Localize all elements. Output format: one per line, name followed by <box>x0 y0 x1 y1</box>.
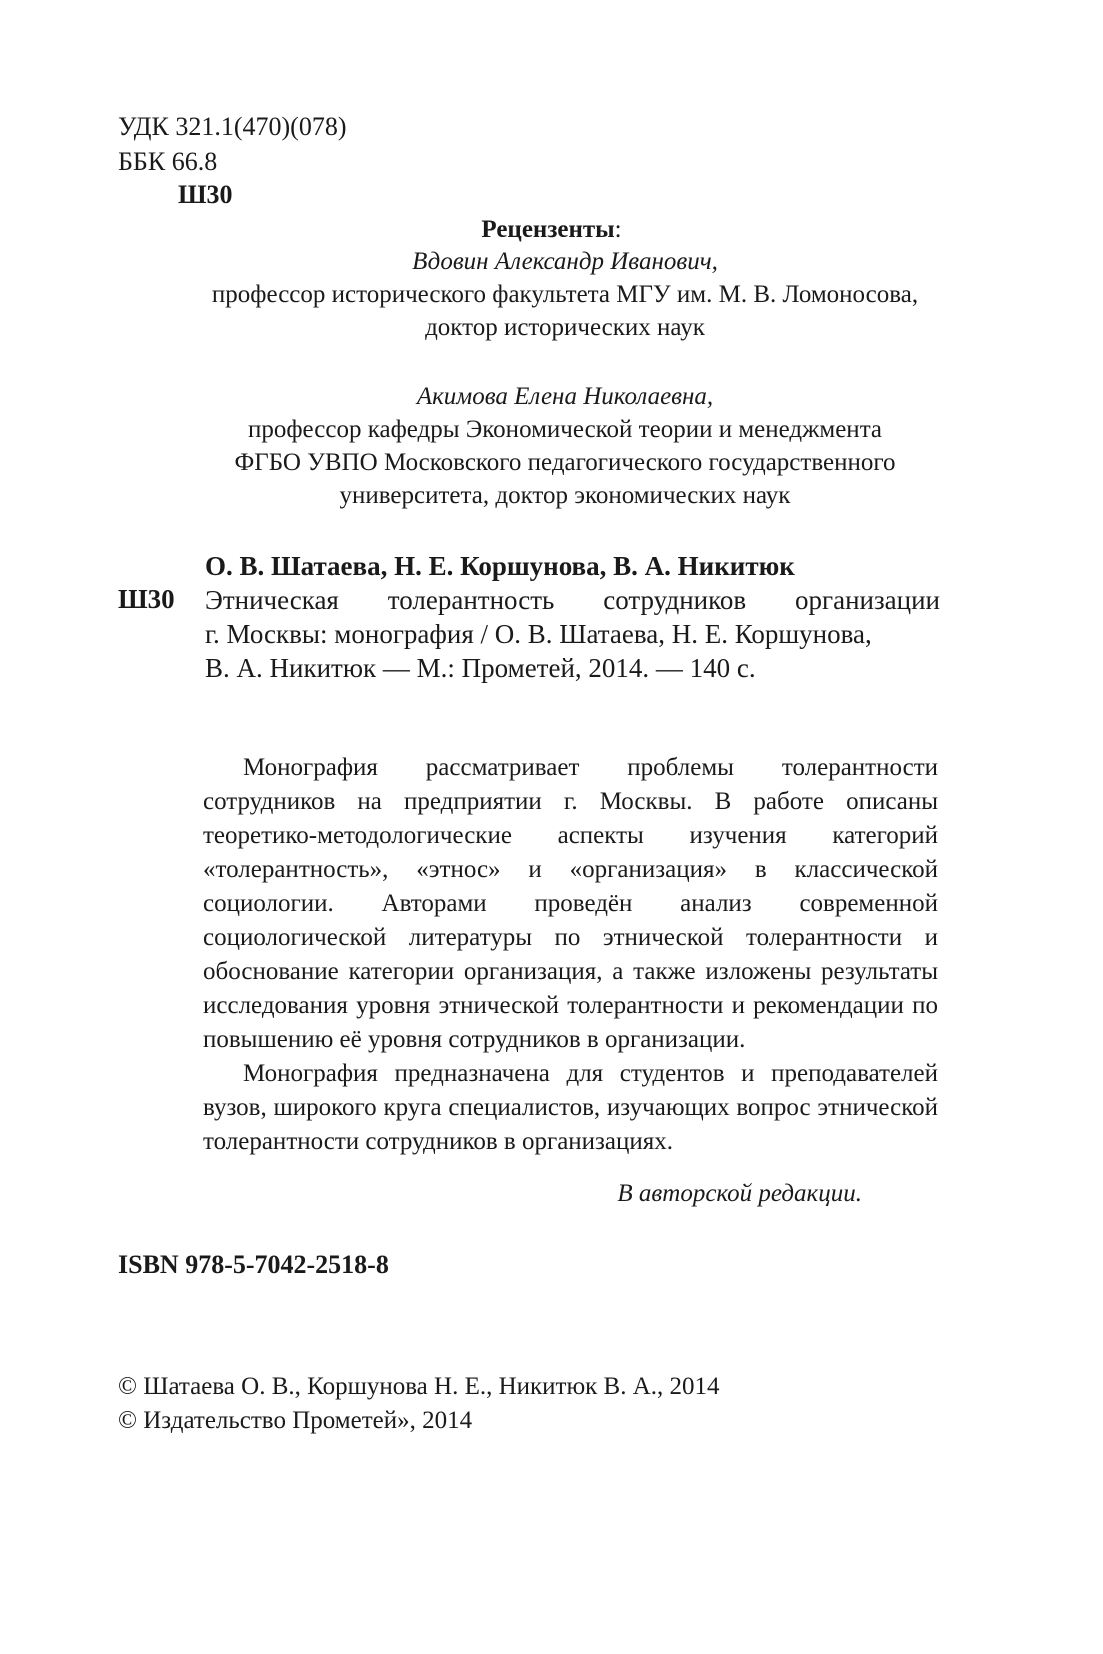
bibliography-line: В. А. Никитюк — М.: Прометей, 2014. — 140 с. <box>205 653 756 683</box>
reviewer-detail: профессор исторического факультета МГУ им. М. В. Ломоносова, <box>211 281 919 308</box>
reviewer-block <box>170 245 960 344</box>
reviewer-block <box>170 380 960 512</box>
bibliography-line: г. Москвы: монография / О. В. Шатаева, Н. Е. Коршунова, <box>205 619 872 649</box>
udk-code: УДК 321.1(470)(078) <box>118 112 347 141</box>
copyright-line: © Издательство Прометей», 2014 <box>118 1407 473 1434</box>
editorial-note: В авторской редакции. <box>617 1180 862 1207</box>
bibliography-record <box>205 583 940 685</box>
bibliography-authors: О. В. Шатаева, Н. Е. Коршунова, В. А. Никитюк <box>205 551 795 581</box>
abstract-paragraph: Монография предназначена для студентов и преподавателей вузов, широкого круга специалистов, изучающих вопрос этнической толерантности сотрудников в организациях. <box>203 1060 938 1155</box>
reviewer-detail: доктор исторических наук <box>425 314 705 341</box>
author-mark-bibliography: Ш30 <box>118 584 175 614</box>
reviewer-name: Вдовин Александр Иванович, <box>412 248 718 275</box>
reviewers-heading <box>0 213 1103 246</box>
author-mark-top: Ш30 <box>178 180 233 209</box>
abstract-paragraph: Монография рассматривает проблемы толерантности сотрудников на предприятии г. Москвы. В работе описаны теоретико-методологические аспекты изучения категорий «толерантность», «этнос» и «организация» в классической социологии. Авторами проведён анализ современной социологической литературы по этнической толерантности и обоснование категории организация, а также изложены результаты исследования уровня этнической толерантности и рекомендации по повышению её уровня сотрудников в организации. <box>203 754 938 1053</box>
copyright-line: © Шатаева О. В., Коршунова Н. Е., Никитюк В. А., 2014 <box>118 1373 720 1400</box>
abstract <box>203 751 938 1159</box>
reviewer-name: Акимова Елена Николаевна, <box>416 383 714 410</box>
bibliography-line: Этническая толерантность сотрудников организации <box>205 585 940 615</box>
reviewers-title: Рецензенты <box>481 216 615 243</box>
reviewers-title-colon: : <box>614 216 622 243</box>
isbn: ISBN 978-5-7042-2518-8 <box>118 1250 389 1279</box>
reviewer-detail: университета, доктор экономических наук <box>339 482 791 509</box>
reviewer-detail: профессор кафедры Экономической теории и менеджмента <box>247 416 883 443</box>
bbk-code: ББК 66.8 <box>118 147 218 176</box>
reviewer-detail: ФГБО УВПО Московского педагогического государственного <box>234 449 896 476</box>
